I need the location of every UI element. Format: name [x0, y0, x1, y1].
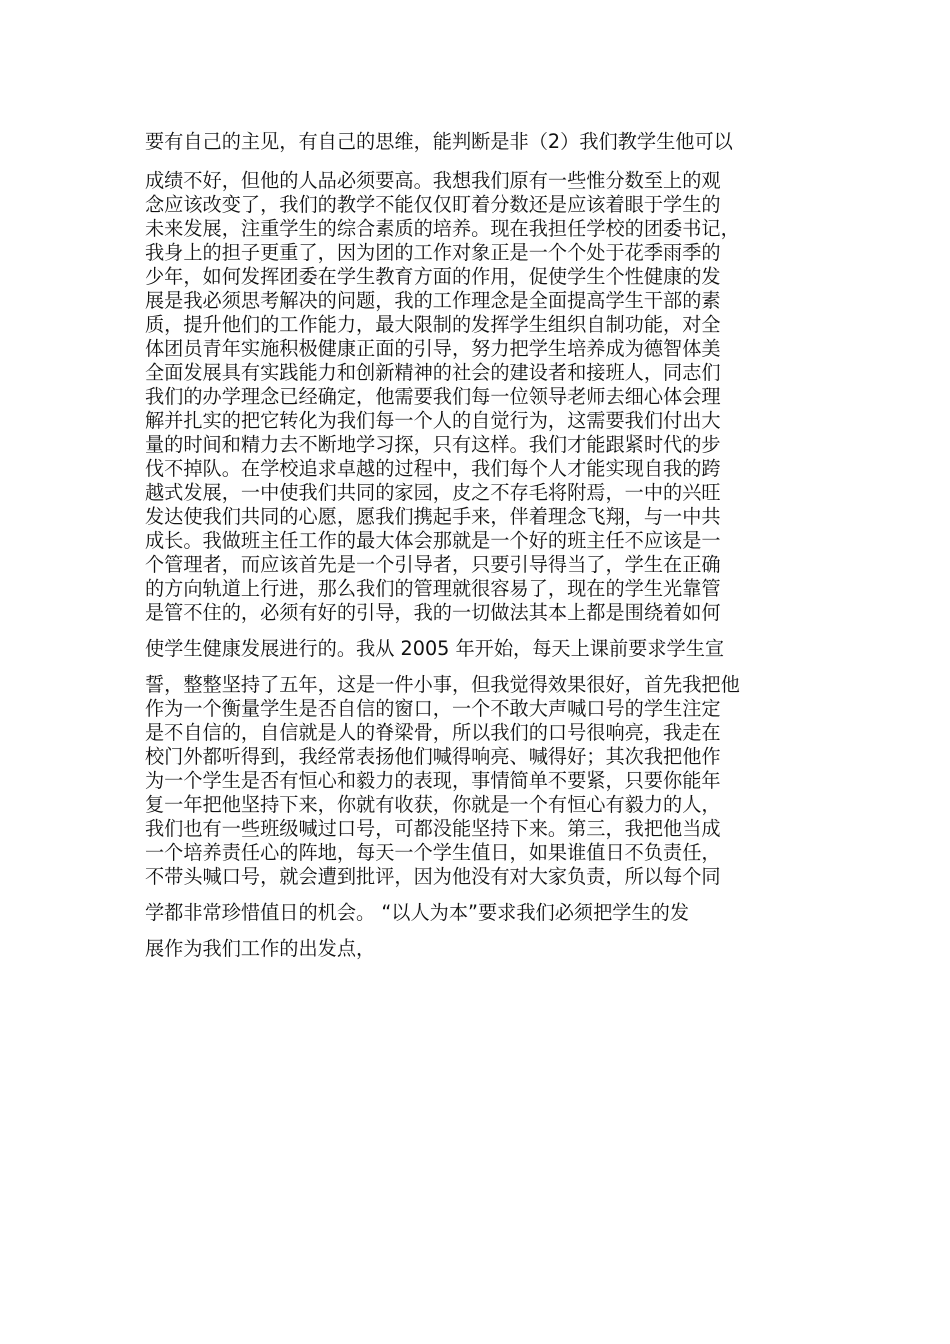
text-line: 成绩不好，但他的人品必须要高。我想我们原有一些惟分数至上的观: [145, 169, 721, 192]
body-text: [145, 130, 810, 961]
text-line: 使学生健康发展进行的。我从 2005 年开始，每天上课前要求学生宣: [145, 637, 725, 660]
text-line: 少年，如何发挥团委在学生教育方面的作用，促使学生个性健康的发: [145, 265, 721, 288]
text-line: 念应该改变了，我们的教学不能仅仅盯着分数还是应该着眼于学生的: [145, 193, 721, 216]
text-line: 校门外都听得到，我经常表扬他们喊得响亮、喊得好；其次我把他作: [145, 745, 721, 768]
text-line: 伐不掉队。在学校追求卓越的过程中，我们每个人才能实现自我的跨: [145, 457, 721, 480]
text-line: 全面发展具有实践能力和创新精神的社会的建设者和接班人，同志们: [145, 361, 721, 384]
text-line: 个管理者，而应该首先是一个引导者，只要引导得当了，学生在正确: [145, 553, 721, 576]
text-line: 要有自己的主见，有自己的思维，能判断是非（2）我们教学生他可以: [145, 130, 733, 153]
text-line: 的方向轨道上行进，那么我们的管理就很容易了，现在的学生光靠管: [145, 577, 721, 600]
text-line: 是管不住的，必须有好的引导，我的一切做法其本上都是围绕着如何: [145, 601, 721, 624]
text-line: 我们的办学理念已经确定，他需要我们每一位领导老师去细心体会理: [145, 385, 721, 408]
text-line: 一个培养责任心的阵地，每天一个学生值日，如果谁值日不负责任，: [145, 841, 721, 864]
text-line: 为一个学生是否有恒心和毅力的表现，事情简单不要紧，只要你能年: [145, 769, 721, 792]
text-line: 不带头喊口号，就会遭到批评，因为他没有对大家负责，所以每个同: [145, 865, 721, 888]
text-line: 复一年把他坚持下来，你就有收获，你就是一个有恒心有毅力的人，: [145, 793, 721, 816]
text-line: 成长。我做班主任工作的最大体会那就是一个好的班主任不应该是一: [145, 529, 721, 552]
text-line: 质，提升他们的工作能力，最大限制的发挥学生组织自制功能，对全: [145, 313, 721, 336]
text-line: 我们也有一些班级喊过口号，可都没能坚持下来。第三，我把他当成: [145, 817, 721, 840]
text-line: 是不自信的，自信就是人的脊梁骨，所以我们的口号很响亮，我走在: [145, 721, 721, 744]
text-line: 越式发展，一中使我们共同的家园，皮之不存毛将附焉，一中的兴旺: [145, 481, 721, 504]
text-line: 我身上的担子更重了，因为团的工作对象正是一个个处于花季雨季的: [145, 241, 721, 264]
text-line: 发达使我们共同的心愿，愿我们携起手来，伴着理念飞翔，与一中共: [145, 505, 721, 528]
text-line: 学都非常珍惜值日的机会。 “以人为本”要求我们必须把学生的发: [145, 901, 690, 924]
text-line: 解并扎实的把它转化为我们每一个人的自觉行为，这需要我们付出大: [145, 409, 721, 432]
text-line: 作为一个衡量学生是否自信的窗口，一个不敢大声喊口号的学生注定: [145, 697, 721, 720]
text-line: 展是我必须思考解决的问题，我的工作理念是全面提高学生干部的素: [145, 289, 721, 312]
text-line: 量的时间和精力去不断地学习探，只有这样。我们才能跟紧时代的步: [145, 433, 721, 456]
text-line: 展作为我们工作的出发点，: [145, 937, 376, 960]
text-line: 未来发展，注重学生的综合素质的培养。现在我担任学校的团委书记，: [145, 217, 740, 240]
text-line: 誓，整整坚持了五年，这是一件小事，但我觉得效果很好，首先我把他: [145, 673, 740, 696]
text-line: 体团员青年实施积极健康正面的引导，努力把学生培养成为德智体美: [145, 337, 721, 360]
